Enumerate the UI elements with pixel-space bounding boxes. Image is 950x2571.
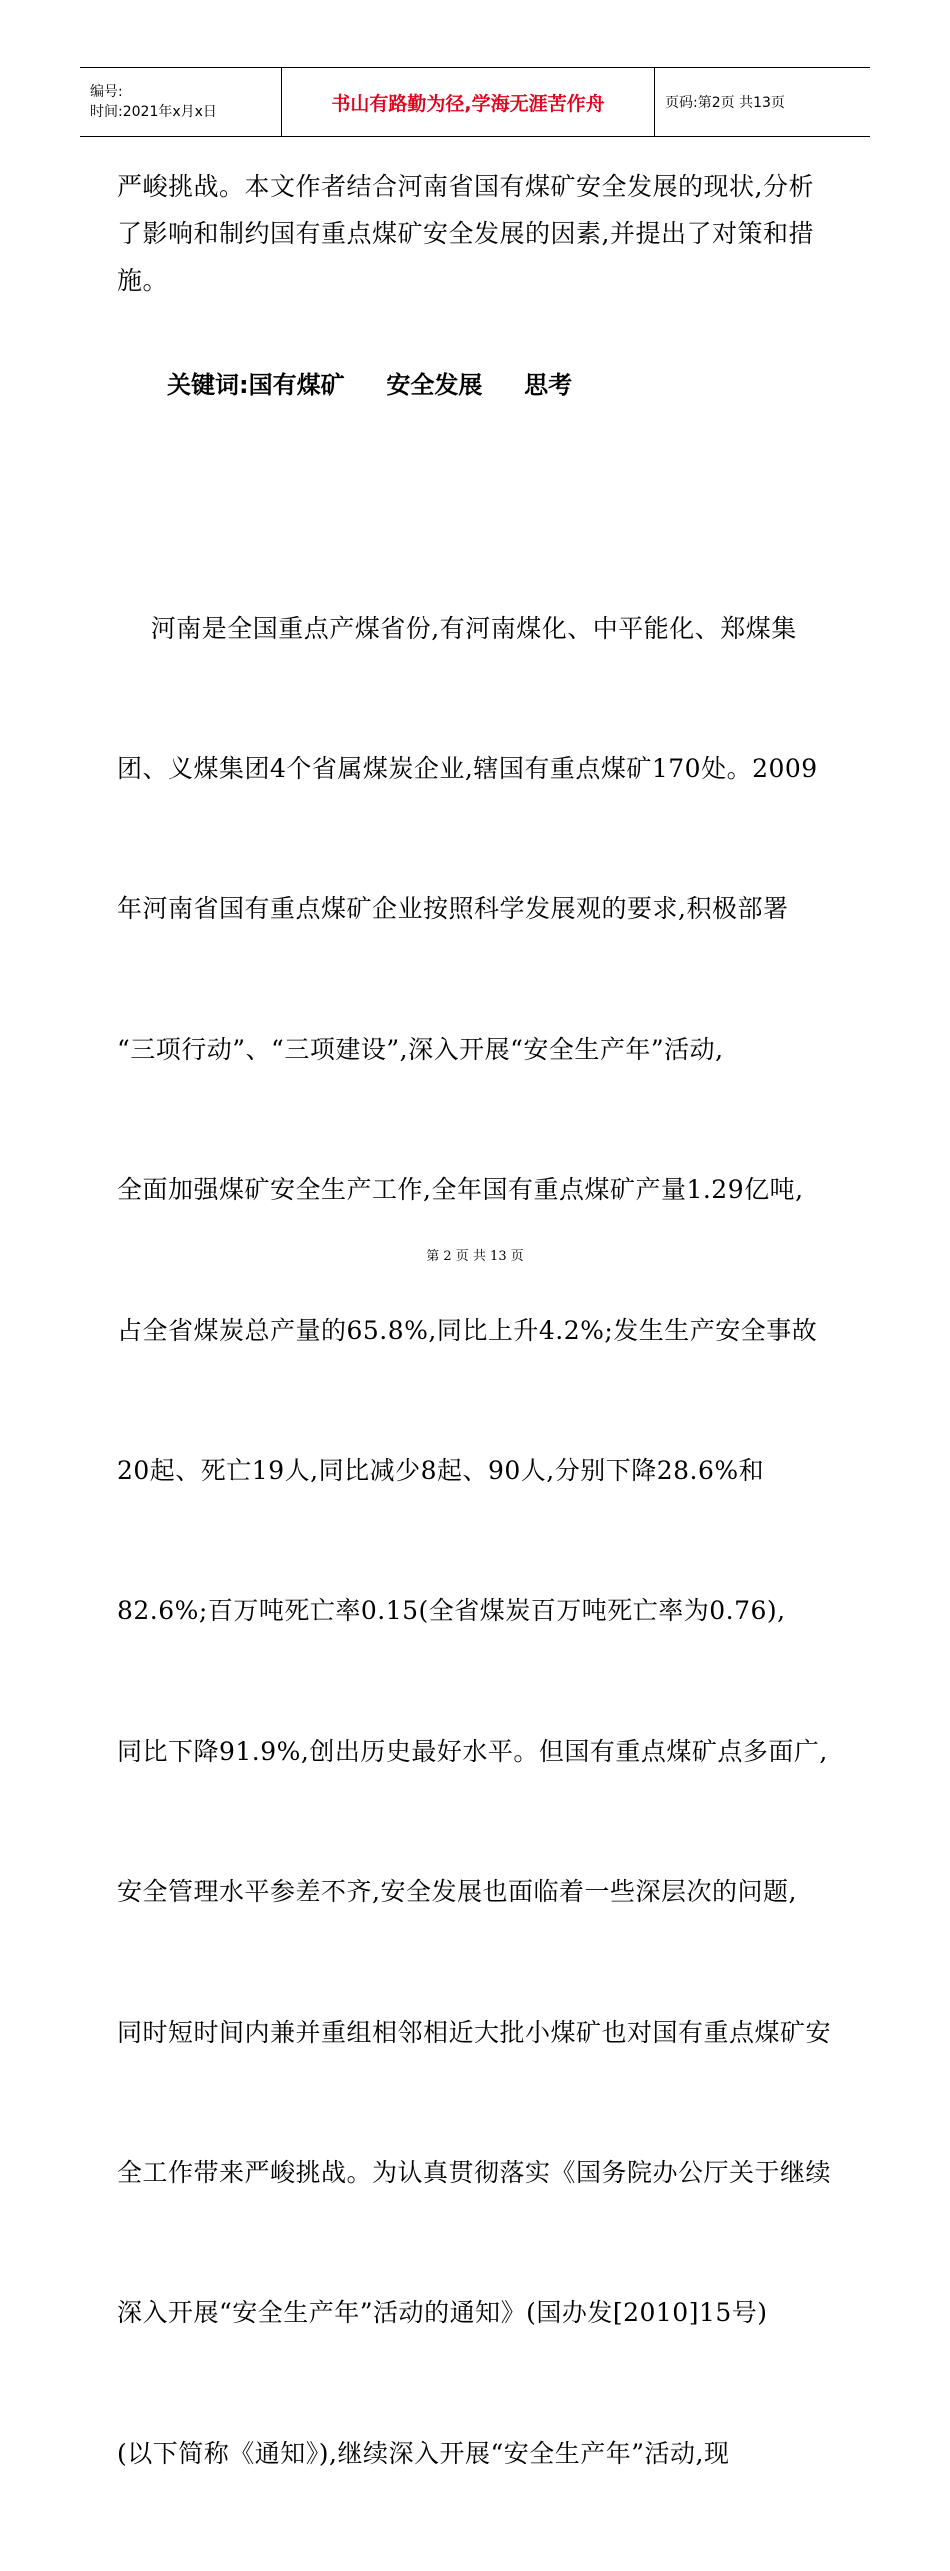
body-line: 占全省煤炭总产量的65.8%,同比上升4.2%;发生生产安全事故	[117, 1315, 818, 1345]
body-line: 河南是全国重点产煤省份,有河南煤化、中平能化、郑煤集	[117, 613, 797, 643]
body-line: 安全管理水平参差不齐,安全发展也面临着一些深层次的问题,	[117, 1877, 797, 1907]
body-line: 82.6%;百万吨死亡率0.15(全省煤炭百万吨死亡率为0.76),	[117, 1596, 786, 1626]
intro-paragraph	[117, 164, 837, 304]
body-line: 全工作带来严峻挑战。为认真贯彻落实《国务院办公厅关于继续	[117, 2157, 832, 2187]
body-line: 20起、死亡19人,同比减少8起、90人,分别下降28.6%和	[117, 1455, 765, 1485]
keywords-line: 关键词:国有煤矿 安全发展 思考	[167, 371, 573, 399]
body-line: 深入开展“安全生产年”活动的通知》(国办发[2010]15号)	[117, 2298, 768, 2328]
document-time-label: 时间:2021年x月x日	[90, 104, 217, 120]
body-line: (以下简称《通知》),继续深入开展“安全生产年”活动,现	[117, 2438, 730, 2468]
document-number-label: 编号:	[90, 84, 123, 100]
header-page-info: 页码:第2页 共13页	[665, 95, 785, 111]
body-line: 团、义煤集团4个省属煤炭企业,辖国有重点煤矿170处。2009	[117, 753, 818, 783]
body-line: 全面加强煤矿安全生产工作,全年国有重点煤矿产量1.29亿吨,	[117, 1175, 804, 1205]
body-line: 同比下降91.9%,创出历史最好水平。但国有重点煤矿点多面广,	[117, 1736, 828, 1766]
header-meta	[80, 68, 282, 136]
intro-line: 了影响和制约国有重点煤矿安全发展的因素,并提出了对策和措	[117, 218, 814, 248]
body-line: 年河南省国有重点煤矿企业按照科学发展观的要求,积极部署	[117, 894, 789, 924]
main-paragraph	[117, 512, 837, 2571]
intro-line: 严峻挑战。本文作者结合河南省国有煤矿安全发展的现状,分析	[117, 172, 814, 201]
body-line: 同时短时间内兼并重组相邻相近大批小煤矿也对国有重点煤矿安	[117, 2017, 832, 2047]
page-header	[80, 67, 870, 137]
body-line: “三项行动”、“三项建设”,深入开展“安全生产年”活动,	[117, 1034, 724, 1064]
page-footer: 第 2 页 共 13 页	[426, 1249, 524, 1264]
intro-line: 施。	[117, 265, 169, 295]
header-motto: 书山有路勤为径,学海无涯苦作舟	[282, 68, 655, 136]
